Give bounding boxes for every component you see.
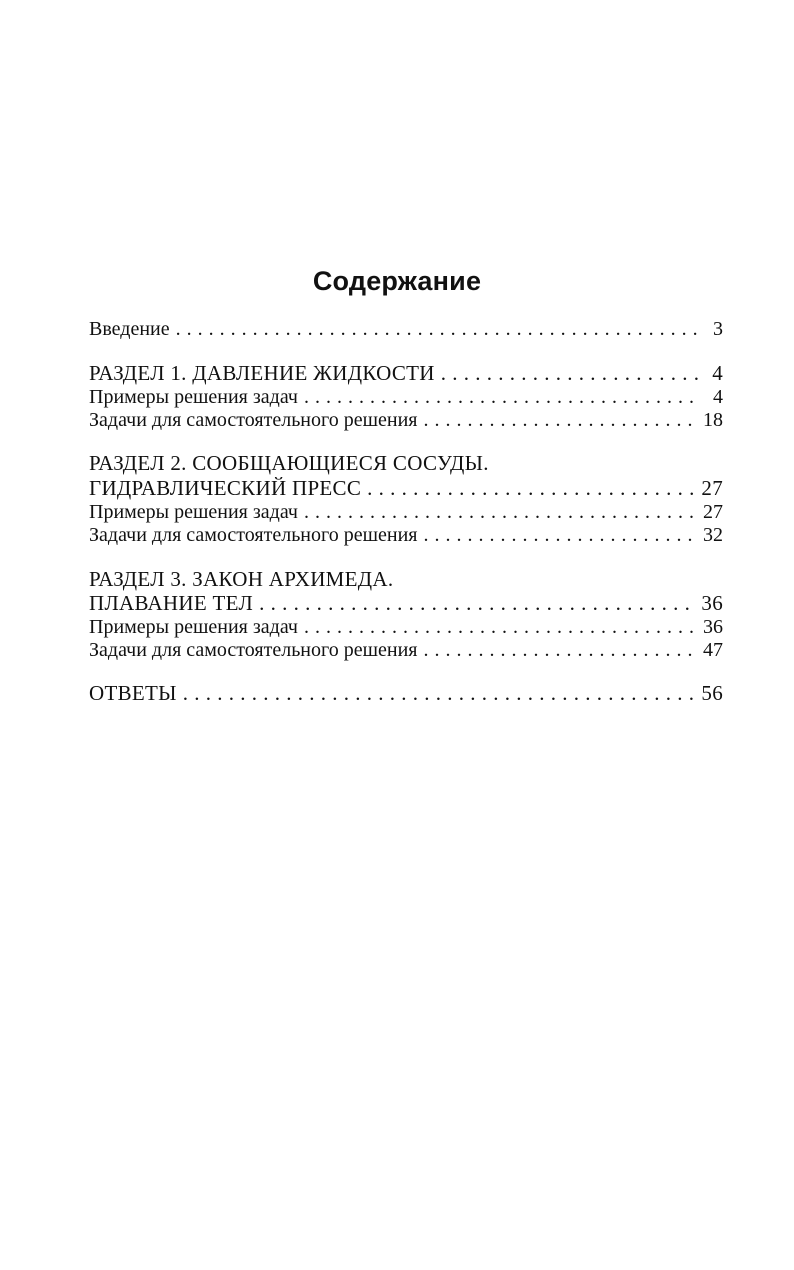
- toc-entry-examples-1: [89, 385, 723, 409]
- toc-entry-introduction: [89, 317, 723, 341]
- toc-entry-label: РАЗДЕЛ 2. СООБЩАЮЩИЕСЯ СОСУДЫ.: [89, 451, 489, 475]
- toc-entry-page: 18: [703, 409, 723, 431]
- toc-entry-label: ПЛАВАНИЕ ТЕЛ: [89, 591, 254, 615]
- toc-leader-dots: [304, 615, 697, 639]
- toc-entry-section-3-line-1: [89, 567, 723, 591]
- toc-leader-dots: [441, 361, 699, 385]
- toc-entry-page: 56: [701, 681, 723, 705]
- page-title: Содержание: [312, 266, 482, 296]
- toc-entry-section-3-line-2: [89, 591, 723, 615]
- toc-leader-dots: [176, 317, 699, 341]
- toc-entry-label: Примеры решения задач: [89, 386, 298, 408]
- toc-entry-label: Примеры решения задач: [89, 501, 298, 523]
- toc-entry-exercises-3: [89, 638, 723, 662]
- toc-leader-dots: [304, 385, 699, 409]
- toc-leader-dots: [423, 408, 697, 432]
- toc-entry-page: 47: [703, 639, 723, 661]
- toc-leader-dots: [304, 500, 697, 524]
- toc-entry-page: 4: [712, 361, 723, 385]
- toc-leader-dots: [367, 476, 695, 500]
- toc-entry-section-2-line-2: [89, 476, 723, 500]
- toc-entry-examples-3: [89, 615, 723, 639]
- toc-leader-dots: [423, 523, 697, 547]
- toc-entry-label: Примеры решения задач: [89, 616, 298, 638]
- toc-entry-answers: [89, 681, 723, 705]
- toc-entry-label: РАЗДЕЛ 3. ЗАКОН АРХИМЕДА.: [89, 567, 394, 591]
- toc-leader-dots: [423, 638, 697, 662]
- toc-entry-page: 36: [701, 591, 723, 615]
- toc-entry-section-2-line-1: [89, 451, 723, 475]
- toc-entry-label: Задачи для самостоятельного решения: [89, 524, 418, 546]
- toc-entry-label: Задачи для самостоятельного решения: [89, 409, 418, 431]
- toc-entry-examples-2: [89, 500, 723, 524]
- toc-entry-label: РАЗДЕЛ 1. ДАВЛЕНИЕ ЖИДКОСТИ: [89, 361, 435, 385]
- toc-entry-page: 27: [703, 501, 723, 523]
- toc-entry-page: 4: [713, 386, 723, 408]
- toc-entry-label: ГИДРАВЛИЧЕСКИЙ ПРЕСС: [89, 476, 362, 500]
- toc-leader-dots: [259, 591, 695, 615]
- toc-entry-label: Введение: [89, 318, 170, 340]
- toc-leader-dots: [183, 681, 696, 705]
- toc-entry-page: 3: [713, 318, 723, 340]
- toc-entry-exercises-2: [89, 523, 723, 547]
- toc-entry-label: ОТВЕТЫ: [89, 681, 177, 705]
- toc-entry-section-1: [89, 361, 723, 385]
- toc-entry-page: 36: [703, 616, 723, 638]
- toc-entry-label: Задачи для самостоятельного решения: [89, 639, 418, 661]
- toc-entry-page: 27: [701, 476, 723, 500]
- toc-entry-page: 32: [703, 524, 723, 546]
- toc-entry-exercises-1: [89, 408, 723, 432]
